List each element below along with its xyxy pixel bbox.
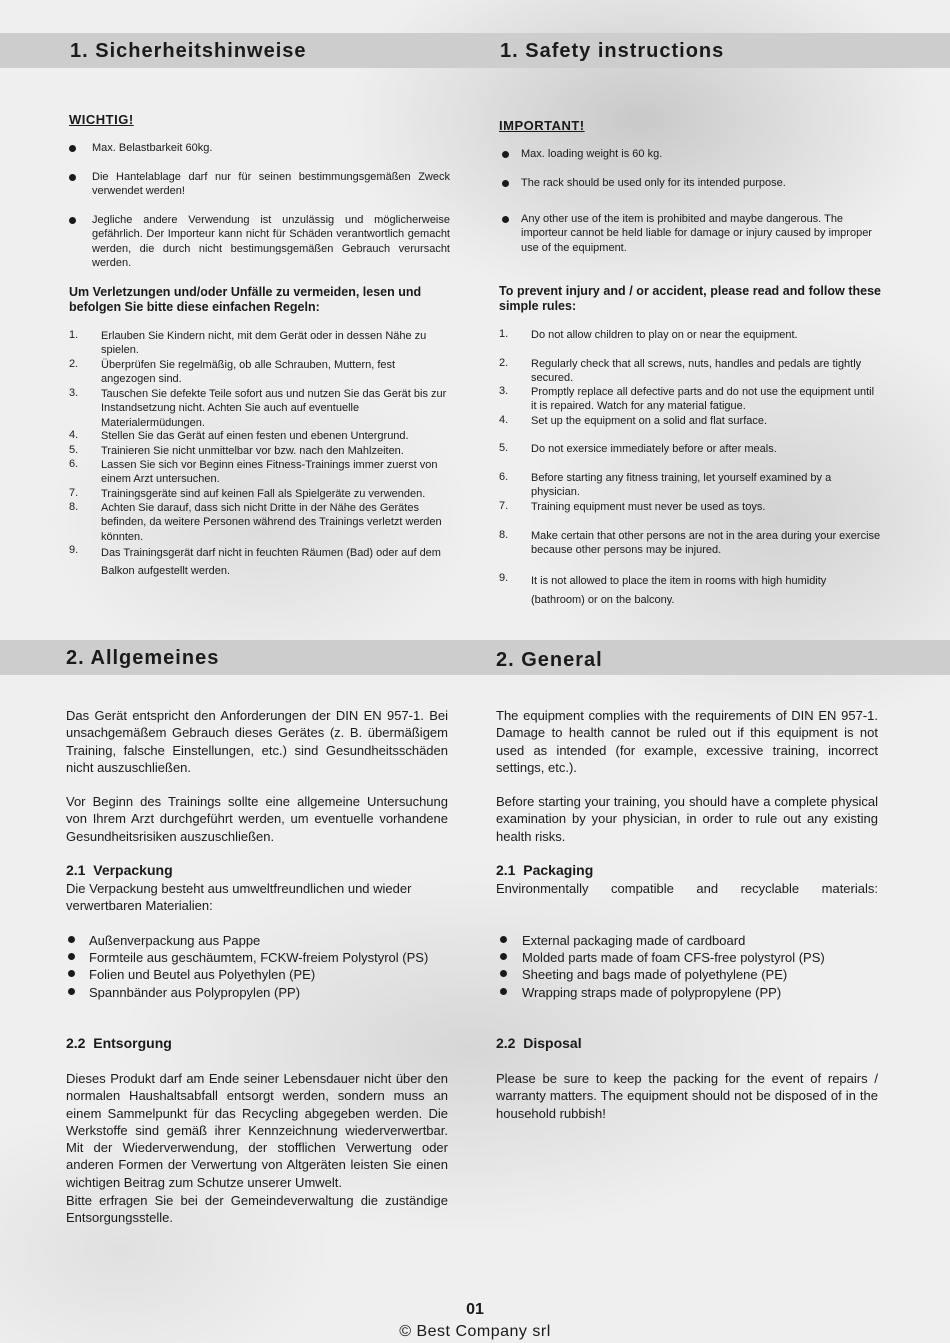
- packaging-item-de: Spannbänder aus Polypropylen (PP): [89, 985, 301, 1000]
- rule-text: Achten Sie darauf, dass sich nicht Dritte in der Nähe des Gerätes befinden, da weitere Personen während des Trainings verletzt werden könnten.: [101, 502, 442, 543]
- rule-number: 2.: [69, 358, 79, 370]
- bullet-icon: [68, 988, 75, 995]
- important-label-en: IMPORTANT!: [499, 118, 585, 133]
- disposal-heading-de: [66, 1035, 172, 1051]
- packaging-item-en: Molded parts made of foam CFS-free polystyrol (PS): [522, 950, 825, 965]
- warning-item-de-2: Die Hantelablage darf nur für seinen bestimmungsgemäßen Zweck verwendet werden!: [92, 171, 450, 198]
- rule-text: Set up the equipment on a solid and flat surface.: [531, 415, 768, 427]
- bullet-icon: [500, 988, 507, 995]
- rule-number: 1.: [499, 328, 509, 340]
- section-1-title-de: 1. Sicherheitshinweise: [70, 40, 307, 62]
- section-1-title-en: 1. Safety instructions: [500, 40, 725, 62]
- rules-intro-de: Um Verletzungen und/oder Unfälle zu vermeiden, lesen und befolgen Sie bitte diese einfachen Regeln:: [69, 285, 422, 314]
- rule-number: 3.: [69, 387, 79, 399]
- bullet-icon: [500, 953, 507, 960]
- section-2-title-en: 2. General: [496, 649, 603, 671]
- warning-item-de-3: Jegliche andere Verwendung ist unzulässig und möglicherweise gefährlich. Der Importeur kann nicht für Schäden verantwortlich gemacht werden, die durch nicht bestimungsgemäßen Gebrauch verursacht werden.: [92, 214, 450, 269]
- packaging-item-en: External packaging made of cardboard: [522, 933, 746, 948]
- rule-text: Do not allow children to play on or near the equipment.: [531, 329, 798, 341]
- bullet-icon: [69, 145, 76, 152]
- rule-text: Do not exersice immediately before or after meals.: [531, 443, 777, 455]
- packaging-heading-en: [496, 862, 593, 878]
- packaging-item-en: Sheeting and bags made of polyethylene (PE): [522, 967, 788, 982]
- rule-number: 4.: [69, 429, 79, 441]
- rule-number: 7.: [69, 487, 79, 499]
- packaging-item-de: Formteile aus geschäumtem, FCKW-freiem Polystyrol (PS): [89, 950, 429, 965]
- rule-number: 6.: [69, 458, 79, 470]
- rule-text: Training equipment must never be used as toys.: [531, 501, 766, 513]
- packaging-text-en: Environmentally compatible and recyclable materials:: [496, 881, 878, 896]
- bullet-icon: [68, 936, 75, 943]
- rule-number: 8.: [499, 529, 509, 541]
- bullet-icon: [500, 970, 507, 977]
- rule-text: Trainingsgeräte sind auf keinen Fall als Spielgeräte zu verwenden.: [101, 488, 426, 500]
- rule-number: 7.: [499, 500, 509, 512]
- rule-number: 9.: [499, 572, 509, 584]
- rules-intro-en: To prevent injury and / or accident, please read and follow these simple rules:: [499, 284, 881, 313]
- bullet-icon: [68, 953, 75, 960]
- rule-number: 8.: [69, 501, 79, 513]
- warning-item-en-3: Any other use of the item is prohibited and maybe dangerous. The importeur cannot be held liable for damage or injury caused by improper use of the equipment.: [521, 213, 872, 254]
- rule-text: Lassen Sie sich vor Beginn eines Fitness-Trainings immer zuerst von einem Arzt untersuchen.: [101, 459, 438, 486]
- bullet-icon: [69, 174, 76, 181]
- bullet-icon: [502, 151, 509, 158]
- rule-number: 3.: [499, 385, 509, 397]
- rule-text: Überprüfen Sie regelmäßig, ob alle Schrauben, Muttern, fest angezogen sind.: [101, 359, 396, 386]
- page-number: 01: [466, 1301, 484, 1318]
- disposal-number-de: 2.2: [66, 1035, 86, 1051]
- rule-text: Regularly check that all screws, nuts, handles and pedals are tightly secured.: [531, 358, 862, 385]
- bullet-icon: [69, 217, 76, 224]
- warning-item-en-1: Max. loading weight is 60 kg.: [521, 148, 663, 160]
- disposal-title-en: Disposal: [523, 1035, 582, 1051]
- rule-number: 4.: [499, 414, 509, 426]
- bullet-icon: [502, 216, 509, 223]
- disposal-number-en: 2.2: [496, 1035, 516, 1051]
- rule-text: Das Trainingsgerät darf nicht in feuchten Räumen (Bad) oder auf dem Balkon aufgestellt werden.: [101, 547, 441, 577]
- packaging-number-en: 2.1: [496, 862, 516, 878]
- warning-item-de-1: Max. Belastbarkeit 60kg.: [92, 142, 213, 154]
- general-para-de-1: Das Gerät entspricht den Anforderungen der DIN EN 957-1. Bei unsachgemäßem Gebrauch dieses Gerätes (z. B. übermäßigem Training, falsche Einstellungen, etc.) sind Gesundheitsschäden nicht auszuschließen.: [66, 708, 448, 775]
- packaging-item-de: Außenverpackung aus Pappe: [89, 933, 261, 948]
- rule-text: It is not allowed to place the item in rooms with high humidity (bathroom) or on the balcony.: [531, 575, 827, 606]
- packaging-title-en: Packaging: [523, 862, 594, 878]
- copyright: © Best Company srl: [399, 1323, 551, 1340]
- disposal-heading-en: [496, 1035, 582, 1051]
- rule-text: Stellen Sie das Gerät auf einen festen und ebenen Untergrund.: [101, 430, 409, 442]
- rule-text: Promptly replace all defective parts and do not use the equipment until it is repaired. Watch for any material fatigue.: [531, 386, 875, 413]
- bullet-icon: [68, 970, 75, 977]
- general-para-en-2: Before starting your training, you should have a complete physical examination by your physician, in order to rule out any existing health risks.: [496, 794, 878, 844]
- rule-number: 2.: [499, 357, 509, 369]
- rule-number: 5.: [499, 442, 509, 454]
- general-para-en-1: The equipment complies with the requirements of DIN EN 957-1. Damage to health cannot be ruled out if this equipment is not used as intended (for example, excessive training, incorrect settings, etc.).: [496, 708, 878, 775]
- rule-text: Erlauben Sie Kindern nicht, mit dem Gerät oder in dessen Nähe zu spielen.: [101, 330, 427, 357]
- general-para-de-2: Vor Beginn des Trainings sollte eine allgemeine Untersuchung von Ihrem Arzt durchgeführt werden, um eventuelle vorhandene Gesundheitsrisiken auszuschließen.: [66, 794, 448, 844]
- packaging-item-de: Folien und Beutel aus Polyethylen (PE): [89, 967, 316, 982]
- rule-number: 5.: [69, 444, 79, 456]
- packaging-text-de: Die Verpackung besteht aus umweltfreundlichen und wieder verwertbaren Materialien:: [66, 881, 412, 914]
- section-2-title-de: 2. Allgemeines: [66, 647, 220, 669]
- packaging-title-de: Verpackung: [93, 862, 173, 878]
- disposal-text-en: Please be sure to keep the packing for the event of repairs / warranty matters. The equipment should not be disposed of in the household rubbish!: [496, 1071, 878, 1121]
- disposal-title-de: Entsorgung: [93, 1035, 172, 1051]
- disposal-text-de: Dieses Produkt darf am Ende seiner Lebensdauer nicht über den normalen Haushaltsabfall entsorgt werden, sondern muss an einem Sammelpunkt für das Recycling abgegeben werden. Die Werkstoffe sind gemäß ihrer Kennzeichnung wiederverwertbar. Mit der Wiederverwendung, der stofflichen Verwertung oder anderen Formen der Verwertung von Altgeräten leisten Sie einen wichtigen Beitrag zum Schutze unserer Umwelt.: [66, 1071, 448, 1190]
- rule-text: Make certain that other persons are not in the area during your exercise because other persons may be injured.: [531, 530, 881, 557]
- packaging-item-en: Wrapping straps made of polypropylene (PP): [522, 985, 782, 1000]
- bullet-icon: [502, 180, 509, 187]
- rule-text: Trainieren Sie nicht unmittelbar vor bzw. nach den Mahlzeiten.: [101, 445, 404, 457]
- rule-text: Before starting any fitness training, let yourself examined by a physician.: [531, 472, 832, 499]
- rule-number: 1.: [69, 329, 79, 341]
- packaging-heading-de: [66, 862, 173, 878]
- important-label-de: WICHTIG!: [69, 112, 134, 127]
- disposal-text-de-2: Bitte erfragen Sie bei der Gemeindeverwaltung die zuständige Entsorgungsstelle.: [66, 1193, 448, 1226]
- rule-number: 9.: [69, 544, 79, 556]
- warning-item-en-2: The rack should be used only for its intended purpose.: [521, 177, 786, 189]
- bullet-icon: [500, 936, 507, 943]
- rule-text: Tauschen Sie defekte Teile sofort aus und nutzen Sie das Gerät bis zur Instandsetzung nicht. Achten Sie auch auf eventuelle Materialermüdungen.: [101, 388, 447, 429]
- packaging-number-de: 2.1: [66, 862, 86, 878]
- rule-number: 6.: [499, 471, 509, 483]
